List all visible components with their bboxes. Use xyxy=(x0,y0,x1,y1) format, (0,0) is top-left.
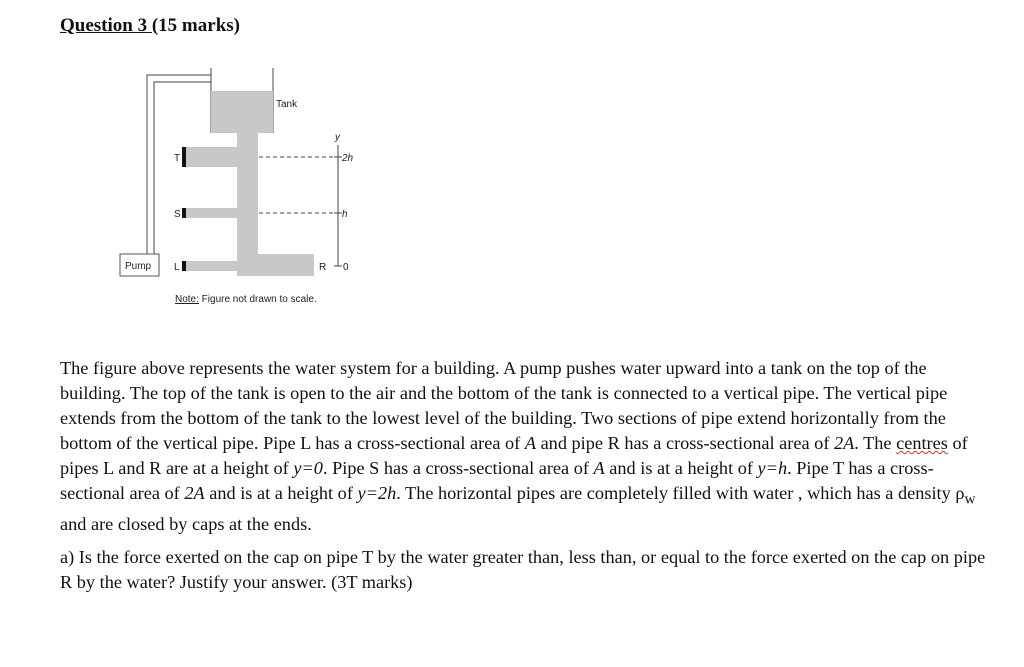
question-part-a: a) Is the force exerted on the cap on pipe T by the water greater than, less than, or equal to the force exerted on the cap on pipe R by the water? Justify your answer. (3T marks) xyxy=(60,547,986,592)
spellcheck-word: centres xyxy=(896,433,948,453)
pipe-r-and-junction xyxy=(237,254,314,276)
figure-note xyxy=(175,294,317,305)
math-var: A xyxy=(524,433,536,453)
tank-water xyxy=(211,91,273,133)
text-run: and pipe R has a cross-sectional area of xyxy=(536,433,834,453)
density-subscript: w xyxy=(964,490,976,508)
cap-t xyxy=(182,147,186,167)
pipe-l xyxy=(186,261,238,271)
pipe-t xyxy=(186,147,238,167)
text-run: and are closed by caps at the ends. xyxy=(60,513,312,534)
text-run: and is at a height of xyxy=(604,458,758,478)
note-prefix: Note: xyxy=(175,294,199,305)
pipe-s xyxy=(186,208,238,218)
cap-s xyxy=(182,208,186,218)
text-run: . The horizontal pipes are completely filled with water , which has a density ρ xyxy=(396,483,965,503)
pipe-t-label: T xyxy=(174,153,181,164)
pipe-s-label: S xyxy=(174,209,181,220)
text-run: . Pipe T has a cross-sectional area of xyxy=(60,458,934,503)
water-system-figure xyxy=(0,0,1024,330)
cap-l xyxy=(182,261,186,271)
y-axis-label: y xyxy=(335,132,340,143)
pump-label: Pump xyxy=(125,261,152,272)
math-var: y=h xyxy=(757,458,788,478)
tank-label: Tank xyxy=(276,99,298,110)
pipe-r-label: R xyxy=(319,262,327,273)
question-marks: (15 marks) xyxy=(151,15,240,36)
water-body xyxy=(186,91,314,276)
math-var: 2A xyxy=(184,483,205,503)
math-var: y=2h xyxy=(357,483,397,503)
vertical-pipe xyxy=(237,133,258,258)
problem-description xyxy=(60,356,990,537)
pipe-l-label: L xyxy=(174,262,180,273)
tick-h: h xyxy=(342,209,348,220)
tick-0: 0 xyxy=(343,262,349,273)
question-number: Question 3 xyxy=(60,15,152,36)
math-var: 2A xyxy=(833,433,855,453)
note-text: Figure not drawn to scale. xyxy=(198,294,317,305)
text-run: . Pipe S has a cross-sectional area of xyxy=(322,458,594,478)
text-run: and is at a height of xyxy=(204,483,358,503)
text-run: The figure above represents the water system for a building. A pump pushes water upward into a tank on the top of the building. The top of the tank is open to the air and the bottom of the tank is connected to a vertical pipe. The vertical pipe extends from the bottom of the tank to the lowest level of the building. Two sections of pipe extend horizontally from the bottom of the vertical pipe. Pipe L has a cross-sectional area of xyxy=(60,358,948,453)
text-run: of pipes L and R are at a height of xyxy=(60,433,968,478)
math-var: A xyxy=(593,458,605,478)
text-run: . The xyxy=(854,433,897,453)
math-var: y=0 xyxy=(293,458,323,478)
tick-2h: 2h xyxy=(342,153,354,164)
